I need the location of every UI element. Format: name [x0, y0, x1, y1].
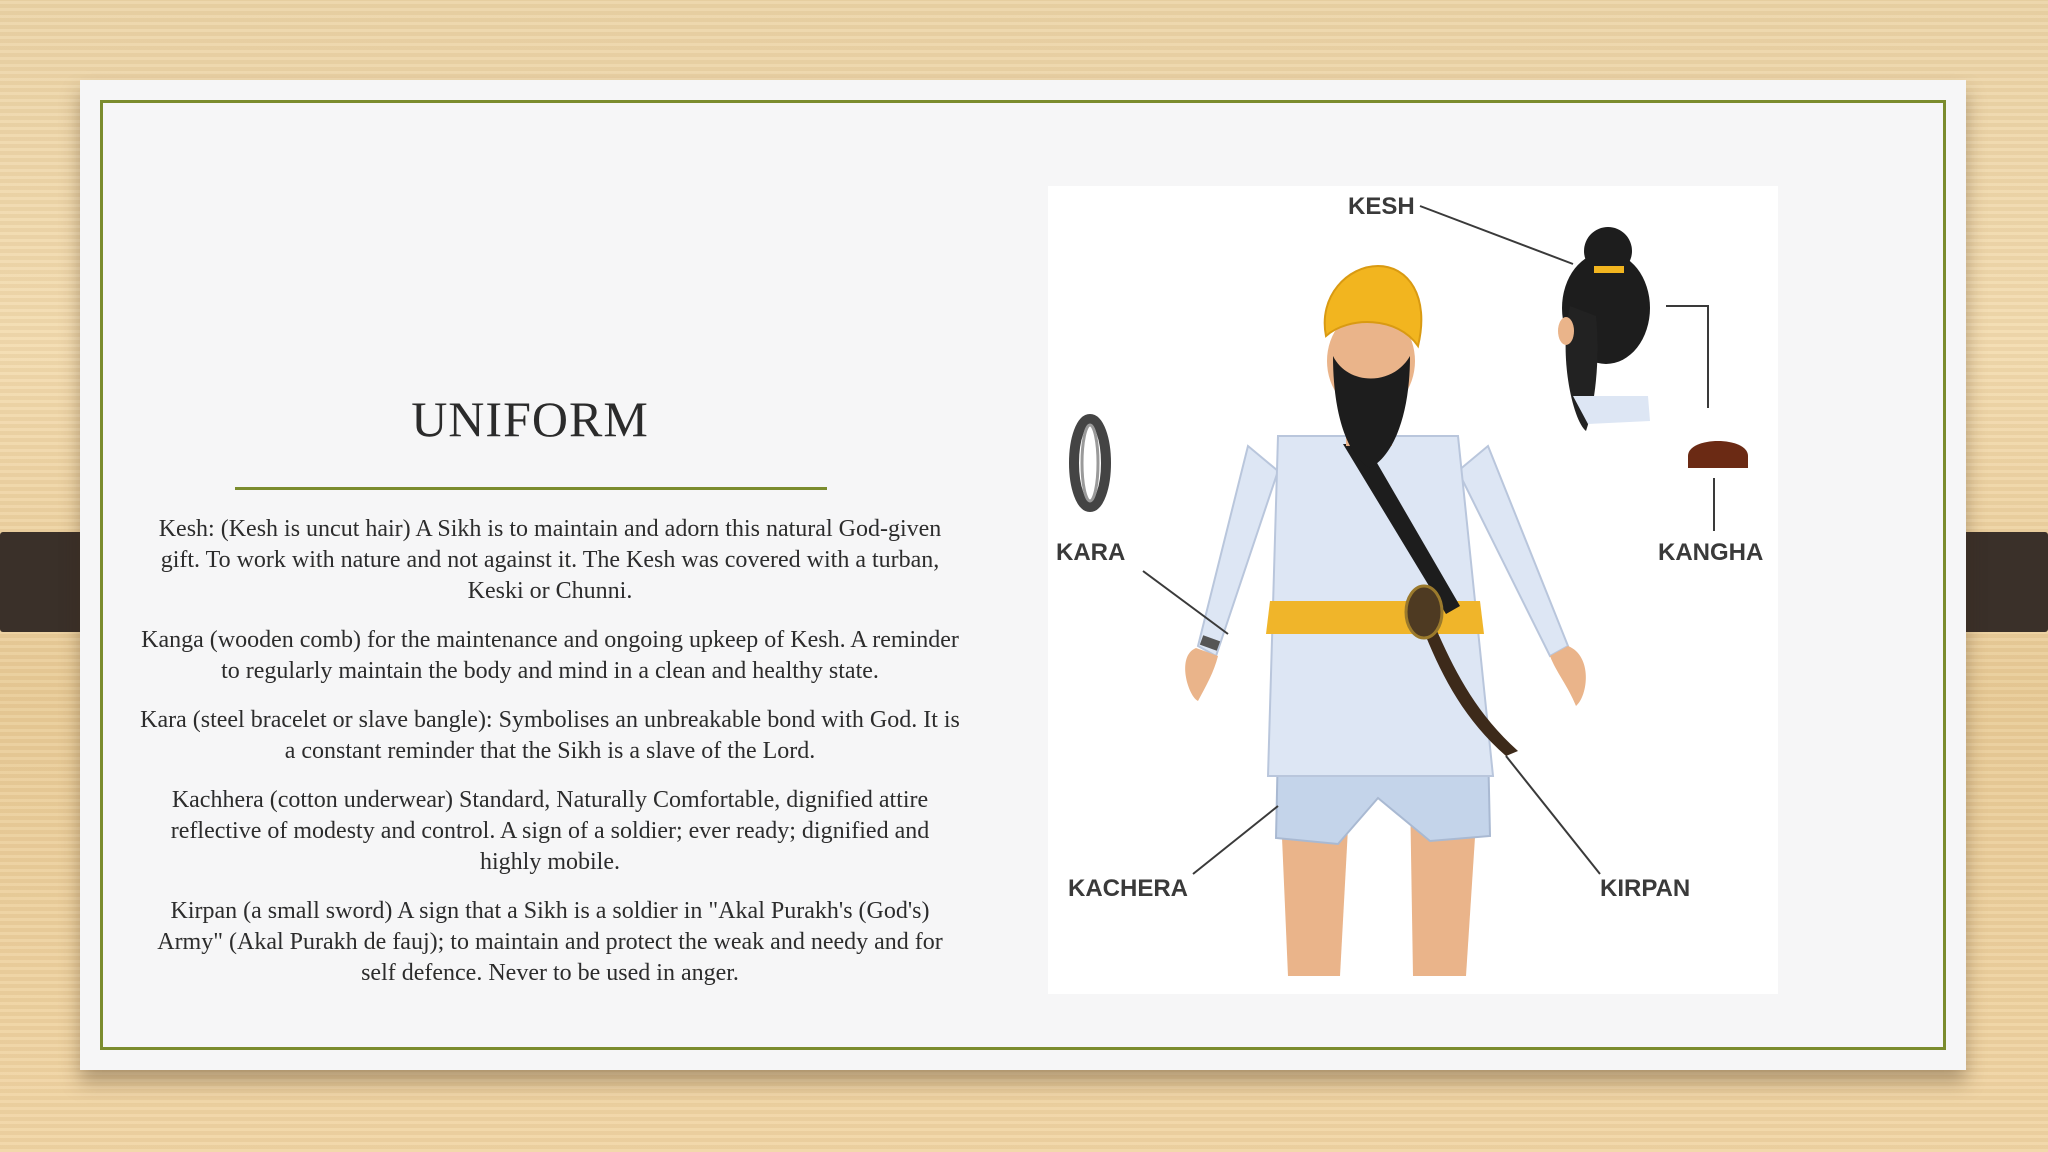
five-ks-illustration [1048, 186, 1778, 994]
title-underline [235, 487, 827, 490]
kara-bracelet [1074, 419, 1106, 507]
slide-title: UNIFORM [411, 391, 649, 447]
kirpan-hilt [1406, 586, 1442, 638]
left-hand [1185, 648, 1218, 701]
paragraph-kachhera: Kachhera (cotton underwear) Standard, Naturally Comfortable, dignified attire reflective of modesty and control. A sign of a soldier; ever ready; dignified and highly mobile. [170, 787, 930, 875]
label-kangha: KANGHA [1658, 539, 1764, 566]
paragraph-kanga: Kanga (wooden comb) for the maintenance and ongoing upkeep of Kesh. A reminder to regularly maintain the body and mind in a clean and healthy state. [141, 627, 959, 684]
kangha-comb [1688, 441, 1748, 468]
five-ks-diagram [1048, 186, 1778, 994]
kesh-head-illustration [1558, 227, 1650, 431]
right-hand [1550, 646, 1586, 706]
paragraph-kara: Kara (steel bracelet or slave bangle): Symbolises an unbreakable bond with God. It is a constant reminder that the Sikh is a slave of the Lord. [140, 707, 960, 764]
label-kara: KARA [1056, 539, 1126, 566]
label-kesh: KESH [1348, 193, 1415, 220]
paragraph-kirpan: Kirpan (a small sword) A sign that a Sikh is a soldier in "Akal Purakh's (God's) Army" (Akal Purakh de fauj); to maintain and protect the weak and needy and for self defence. Never to be used in anger. [157, 898, 943, 986]
label-kachera: KACHERA [1068, 875, 1188, 902]
slide-body [140, 514, 960, 1007]
label-kirpan: KIRPAN [1600, 875, 1691, 902]
kara-bracelet-shine [1082, 425, 1098, 501]
paragraph-kesh: Kesh: (Kesh is uncut hair) A Sikh is to maintain and adorn this natural God-given gift. To work with nature and not against it. The Kesh was covered with a turban, Keski or Chunni. [158, 516, 942, 604]
left-sleeve [1198, 446, 1278, 656]
